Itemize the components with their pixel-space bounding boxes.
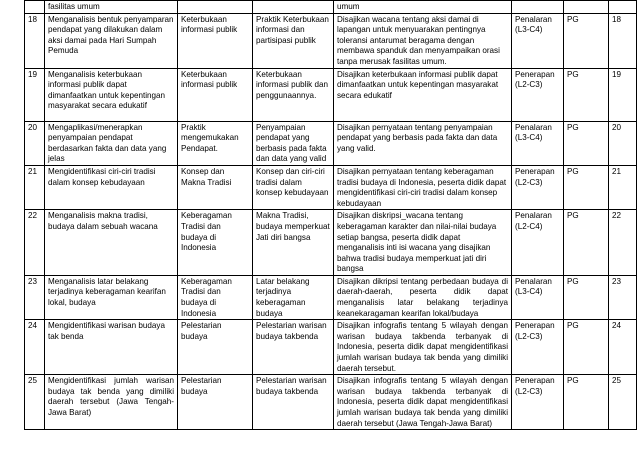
- cell-nomor: 22: [609, 210, 637, 276]
- cell-no: 20: [25, 121, 45, 165]
- cell-sub-materi: Pelestarian warisan budaya takbenda: [253, 375, 334, 430]
- cell-materi: Pelestarian budaya: [178, 320, 253, 375]
- cell-indikator: Disajikan infografis tentang 5 wilayah dengan warisan budaya takbenda terbanyak di Indonesia, peserta didik dapat mengidentifikasi jumlah warisan budaya tak benda yang dimiliki daerah tersebut.: [334, 320, 512, 375]
- cell-nomor: 20: [609, 121, 637, 165]
- cell-kompetensi: Mengidentifikasi ciri-ciri tradisi dalam konsep kebudayaan: [45, 165, 178, 209]
- cell-bentuk: PG: [564, 275, 609, 319]
- cell-bentuk: PG: [564, 210, 609, 276]
- cell-kompetensi: fasilitas umum: [45, 1, 178, 14]
- kisi-kisi-table: [24, 0, 637, 430]
- cell-indikator: umum: [334, 1, 512, 14]
- cell-level: Penerapan (L2-C3): [512, 165, 564, 209]
- cell-no: 24: [25, 320, 45, 375]
- table-row: [25, 210, 637, 276]
- cell-level: Penerapan (L2-C3): [512, 320, 564, 375]
- cell-kompetensi: Menganalisis keterbukaan informasi publik dapat dimanfaatkan untuk kepentingan masyarakat secara edukatif: [45, 68, 178, 121]
- cell-indikator: Disajikan diskripsi_wacana tentang keberagaman karakter dan nilai-nilai budaya setiap bangsa, peserta didik dapat menganalisis inti isi wacana yang disajikan bahwa tradisi budaya memperkuat jati diri bangsa: [334, 210, 512, 276]
- cell-bentuk: PG: [564, 320, 609, 375]
- cell-sub-materi: Latar belakang terjadinya keberagaman budaya: [253, 275, 334, 319]
- cell-materi: Keberagaman Tradisi dan budaya di Indonesia: [178, 275, 253, 319]
- cell-bentuk: PG: [564, 165, 609, 209]
- cell-no: 18: [25, 13, 45, 68]
- cell-nomor: 18: [609, 13, 637, 68]
- cell-indikator: Disajikan infografis tentang 5 wilayah dengan warisan budaya takbenda terbanyak di Indonesia, peserta didik dapat mengidentifikasi jumlah warisan budaya tak benda yang dimiliki daerah tersebut (Jawa Tengah-Jawa Barat): [334, 375, 512, 430]
- cell-bentuk: PG: [564, 375, 609, 430]
- cell-level: Penerapan (L2-C3): [512, 375, 564, 430]
- cell-nomor: 19: [609, 68, 637, 121]
- table-row: [25, 320, 637, 375]
- cell-nomor: 24: [609, 320, 637, 375]
- cell-bentuk: PG: [564, 68, 609, 121]
- cell-kompetensi: Mengidentifikasi warisan budaya tak benda: [45, 320, 178, 375]
- cell-nomor: 25: [609, 375, 637, 430]
- cell-nomor: [609, 1, 637, 14]
- cell-materi: Konsep dan Makna Tradisi: [178, 165, 253, 209]
- cell-no: 23: [25, 275, 45, 319]
- cell-no: [25, 1, 45, 14]
- cell-no: 22: [25, 210, 45, 276]
- cell-bentuk: [564, 1, 609, 14]
- cell-kompetensi: Menganalisis bentuk penyamparan pendapat yang dilakukan dalam aksi damai pada Hari Sumpah Pemuda: [45, 13, 178, 68]
- cell-sub-materi: Keterbukaan informasi publik dan penggunaannya.: [253, 68, 334, 121]
- cell-materi: Keberagaman Tradisi dan budaya di Indonesia: [178, 210, 253, 276]
- table-row: [25, 68, 637, 121]
- cell-bentuk: PG: [564, 13, 609, 68]
- cell-level: Penalaran (L2-C4): [512, 210, 564, 276]
- cell-level: Penerapan (L2-C3): [512, 68, 564, 121]
- cell-indikator: Disajikan keterbukaan informasi publik dapat dimanfaatkan untuk kepentingan masyarakat secara edukatif: [334, 68, 512, 121]
- cell-nomor: 21: [609, 165, 637, 209]
- cell-no: 25: [25, 375, 45, 430]
- cell-materi: Keterbukaan informasi publik: [178, 68, 253, 121]
- cell-level: Penalaran (L3-C4): [512, 13, 564, 68]
- cell-indikator: Disajikan pernyataan tentang penyampaian pendapat yang berbasis pada fakta dan data yang valid.: [334, 121, 512, 165]
- table-row: [25, 121, 637, 165]
- cell-materi: Praktik mengemukakan Pendapat.: [178, 121, 253, 165]
- cell-kompetensi: Menganalisis makna tradisi, budaya dalam sebuah wacana: [45, 210, 178, 276]
- cell-sub-materi: Konsep dan ciri-ciri tradisi dalam konsep kebudayaan: [253, 165, 334, 209]
- cell-sub-materi: Pelestarian warisan budaya takbenda: [253, 320, 334, 375]
- cell-level: Penalaran (L3-C4): [512, 121, 564, 165]
- table-row: [25, 275, 637, 319]
- cell-indikator: Disajikan dikripsi tentang perbedaan budaya di daerah-daerah, peserta didik dapat menganalisis latar belakang terjadinya keanekaragaman kearifan lokal/budaya: [334, 275, 512, 319]
- cell-level: Penalaran (L3-C4): [512, 275, 564, 319]
- cell-no: 21: [25, 165, 45, 209]
- cell-nomor: 23: [609, 275, 637, 319]
- cell-kompetensi: Mengidentifikasi jumlah warisan budaya tak benda yang dimiliki daerah tersebut (Jawa Tengah-Jawa Barat): [45, 375, 178, 430]
- table-row: [25, 375, 637, 430]
- cell-sub-materi: Praktik Keterbukaan informasi dan partisipasi publik: [253, 13, 334, 68]
- cell-kompetensi: Menganalisis latar belakang terjadinya keberagaman kearifan lokal, budaya: [45, 275, 178, 319]
- cell-materi: Keterbukaan informasi publik: [178, 13, 253, 68]
- cell-no: 19: [25, 68, 45, 121]
- cell-materi: [178, 1, 253, 14]
- table-row-continuation: [25, 1, 637, 14]
- table-row: [25, 165, 637, 209]
- cell-materi: Pelestarian budaya: [178, 375, 253, 430]
- table-row: [25, 13, 637, 68]
- cell-indikator: Disajikan pernyataan tentang keberagaman tradisi budaya di Indonesia, peserta didik dapat mengidentifikasi ciri-ciri tradisi dalam konsep kebudayaan: [334, 165, 512, 209]
- cell-kompetensi: Mengaplikasi/menerapkan penyampaian pendapat berdasarkan fakta dan data yang jelas: [45, 121, 178, 165]
- cell-level: [512, 1, 564, 14]
- table-body: [25, 1, 637, 430]
- cell-sub-materi: [253, 1, 334, 14]
- cell-sub-materi: Makna Tradisi, budaya memperkuat Jati diri bangsa: [253, 210, 334, 276]
- cell-indikator: Disajikan wacana tentang aksi damai di lapangan untuk menyuarakan pentingnya toleransi antarumat beragama dengan membawa spanduk dan menyampaikan orasi tanpa merusak fasilitas umum.: [334, 13, 512, 68]
- cell-bentuk: PG: [564, 121, 609, 165]
- cell-sub-materi: Penyampaian pendapat yang berbasis pada fakta dan data yang valid: [253, 121, 334, 165]
